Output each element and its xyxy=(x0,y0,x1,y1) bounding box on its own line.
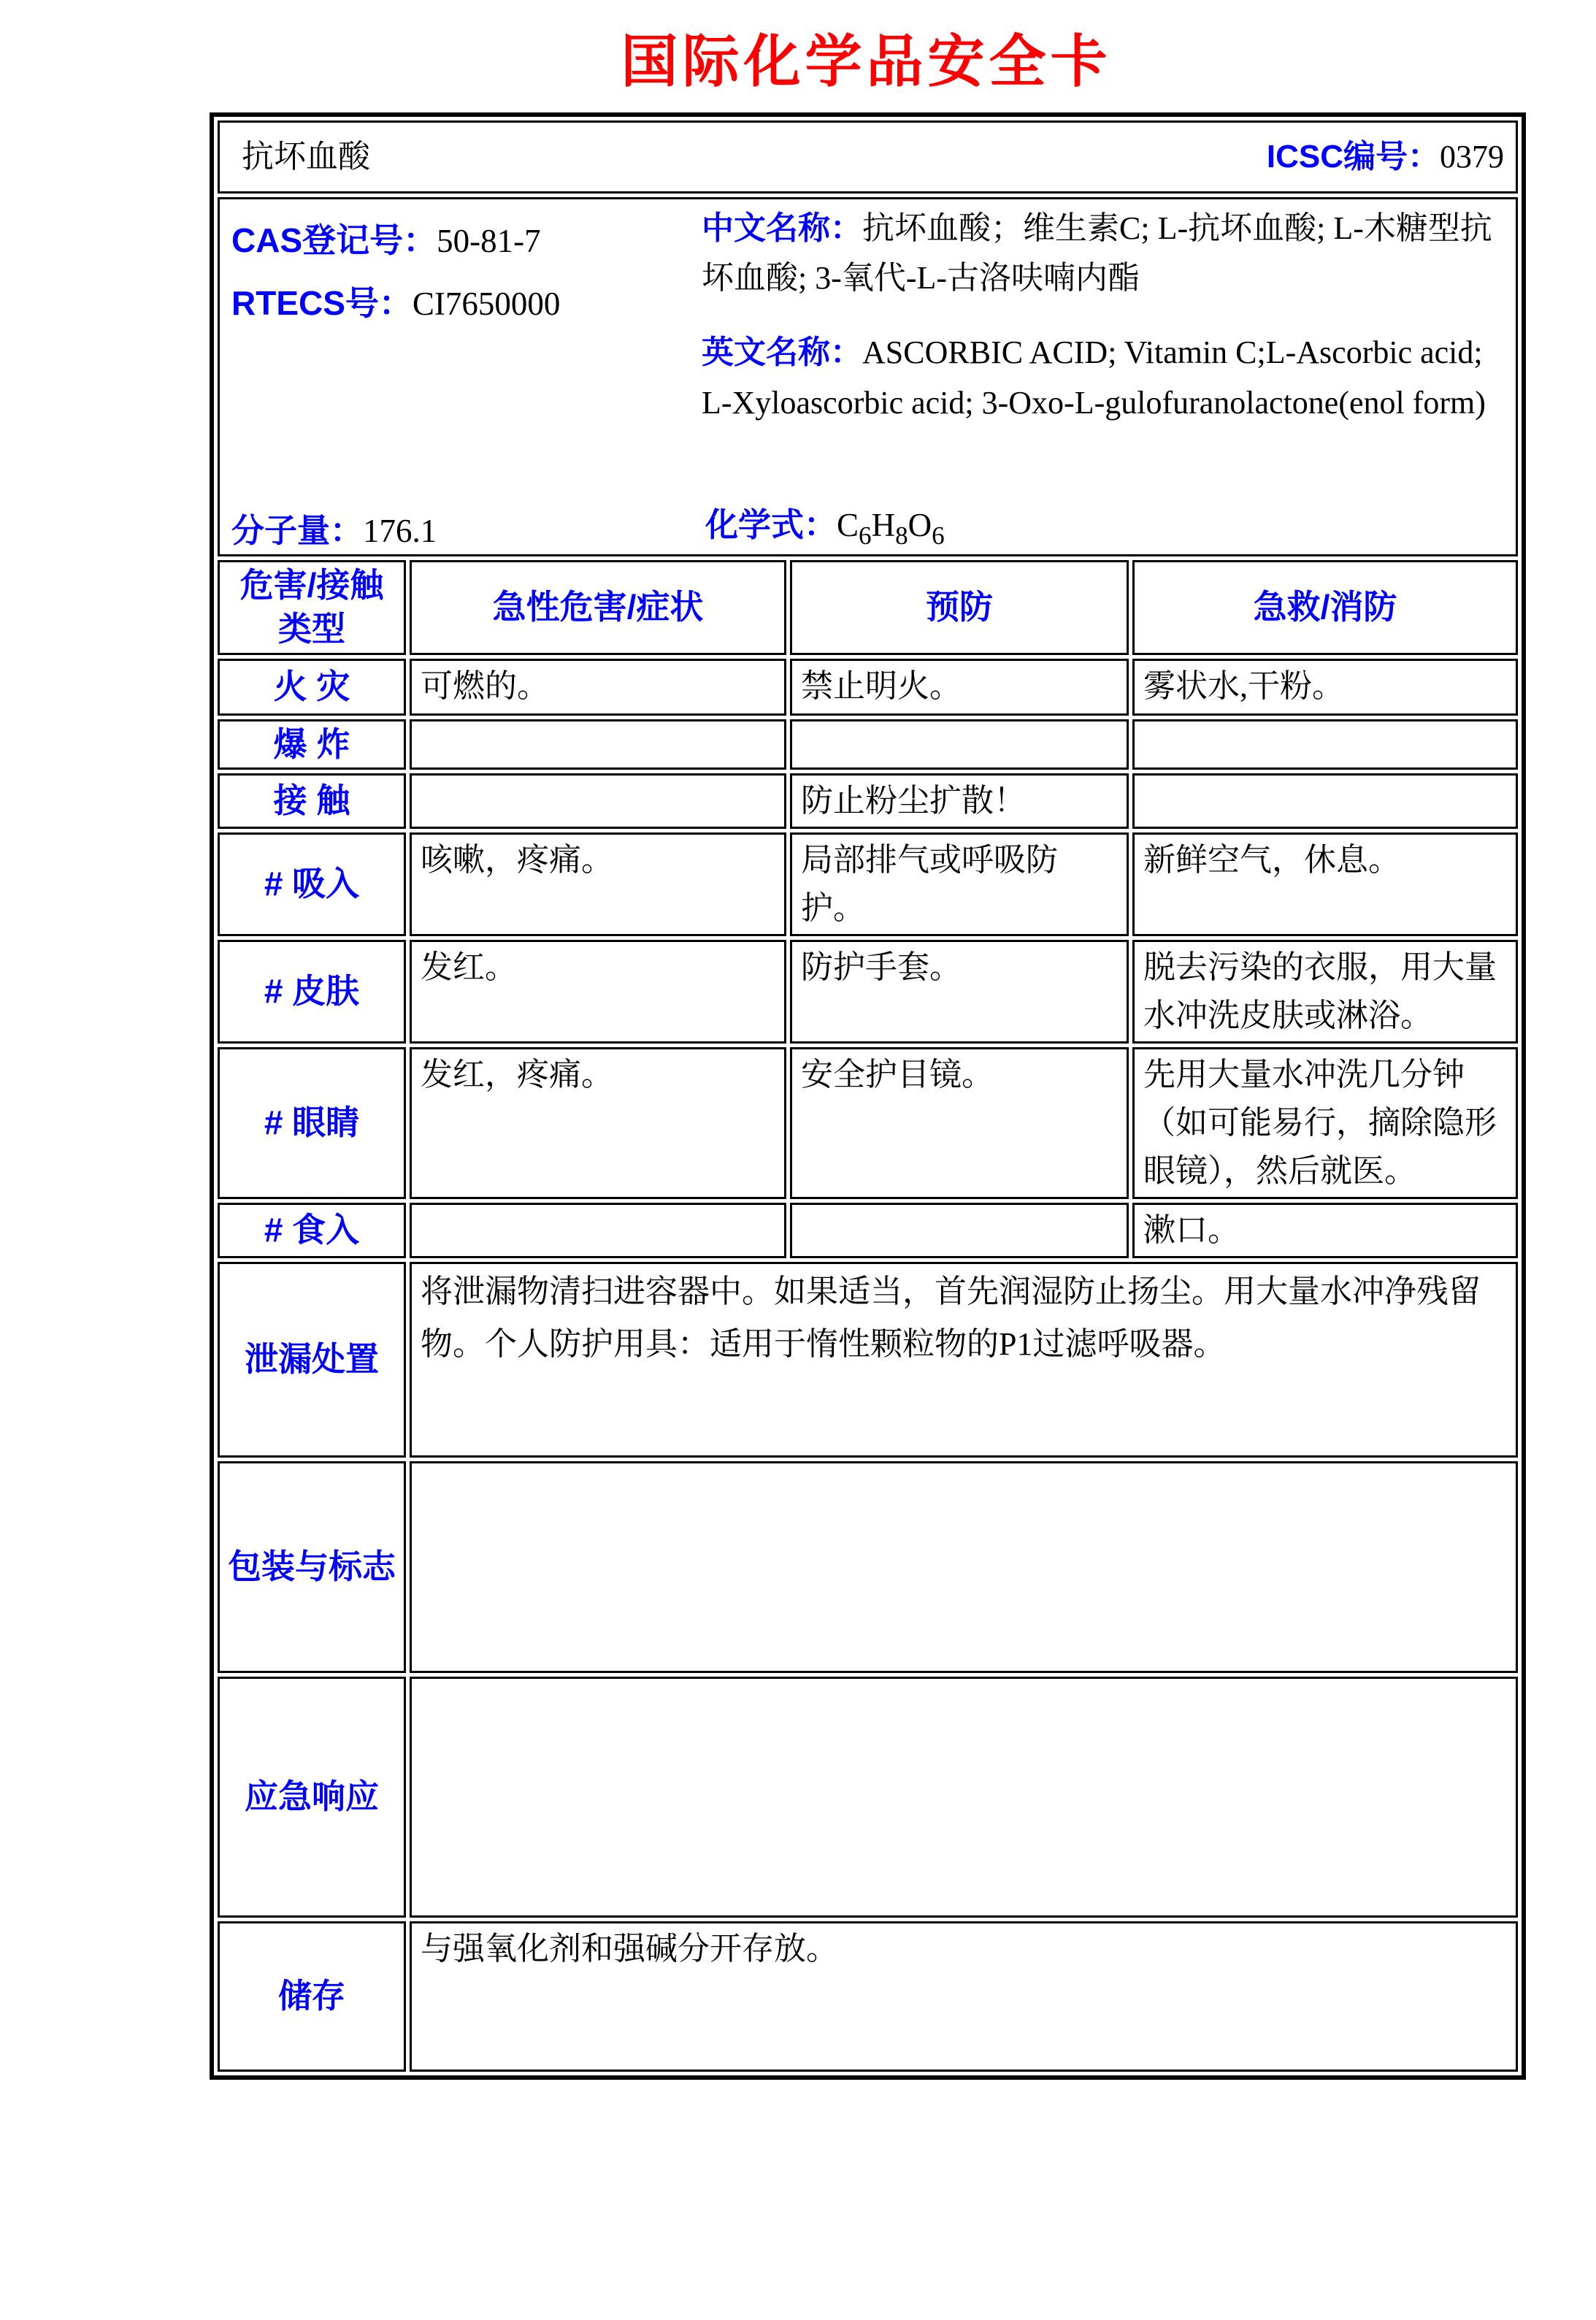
chinese-name-label: 中文名称： xyxy=(702,210,862,246)
chinese-name xyxy=(702,204,1516,303)
firstaid-cell: 新鲜空气，休息。 xyxy=(1132,832,1518,936)
chemical-formula xyxy=(705,500,945,556)
section-label: 应急响应 xyxy=(218,1677,406,1918)
hazard-row-label: # 眼睛 xyxy=(218,1047,406,1199)
rtecs-line xyxy=(231,278,560,329)
safety-card-table xyxy=(210,112,1526,2080)
section-content: 将泄漏物清扫进容器中。如果适当，首先润湿防止扬尘。用大量水冲净残留物。个人防护用具：适用于惰性颗粒物的P1过滤呼吸器。 xyxy=(410,1262,1518,1458)
section-row-storage xyxy=(218,1921,1518,2072)
section-label: 包装与标志 xyxy=(218,1461,406,1673)
section-row-emergency-response xyxy=(218,1677,1518,1918)
hazard-row-label: # 皮肤 xyxy=(218,940,406,1044)
hazard-header-row xyxy=(218,560,1518,655)
prevention-cell xyxy=(790,719,1129,770)
registry-numbers xyxy=(231,215,560,340)
symptoms-cell: 咳嗽，疼痛。 xyxy=(410,832,786,936)
prevention-cell xyxy=(790,1203,1129,1258)
header-cell-hazard-type: 危害/接触 类型 xyxy=(218,560,406,655)
section-content: 与强氧化剂和强碱分开存放。 xyxy=(410,1921,1518,2072)
prevention-cell: 安全护目镜。 xyxy=(790,1047,1129,1199)
hazard-row-explosion xyxy=(218,719,1518,770)
hazard-row-label: 爆 炸 xyxy=(218,719,406,770)
page-title: 国际化学品安全卡 xyxy=(621,28,1112,95)
section-label: 储存 xyxy=(218,1921,406,2072)
icsc-field xyxy=(1267,133,1504,181)
substance-header-row xyxy=(218,120,1518,194)
hazard-row-contact xyxy=(218,773,1518,829)
hazard-row-label: 接 触 xyxy=(218,773,406,829)
cas-line xyxy=(231,215,560,267)
section-row-packaging xyxy=(218,1461,1518,1673)
section-label: 泄漏处置 xyxy=(218,1262,406,1458)
prevention-cell: 局部排气或呼吸防护。 xyxy=(790,832,1129,936)
symptoms-cell xyxy=(410,773,786,829)
cas-label: CAS登记号： xyxy=(231,221,437,259)
molecular-weight-label: 分子量： xyxy=(231,512,364,549)
symptoms-cell: 发红。 xyxy=(410,940,786,1044)
formula-element: H xyxy=(871,507,896,543)
symptoms-cell xyxy=(410,719,786,770)
firstaid-cell: 雾状水,干粉。 xyxy=(1132,659,1518,716)
formula-subscript: 6 xyxy=(932,521,945,551)
hazard-row-inhalation xyxy=(218,832,1518,936)
rtecs-value: CI7650000 xyxy=(412,285,561,322)
formula-element: C xyxy=(837,507,859,543)
english-name-label: 英文名称： xyxy=(702,334,862,371)
hazard-row-label: # 食入 xyxy=(218,1203,406,1258)
cas-value: 50-81-7 xyxy=(437,223,541,259)
chinese-name-value: 抗坏血酸；维生素C; L-抗坏血酸; L-木糖型抗坏血酸; 3-氧代-L-古洛呋喃内酯 xyxy=(702,210,1492,296)
firstaid-cell xyxy=(1132,719,1518,770)
section-content xyxy=(410,1461,1518,1673)
hazard-row-label: 火 灾 xyxy=(218,659,406,716)
section-row-spillage xyxy=(218,1262,1518,1458)
identifiers-cell xyxy=(218,197,1518,556)
header-cell-symptoms: 急性危害/症状 xyxy=(410,560,786,655)
header-cell-firstaid: 急救/消防 xyxy=(1132,560,1518,655)
firstaid-cell xyxy=(1132,773,1518,829)
hazard-row-ingestion xyxy=(218,1203,1518,1258)
icsc-label: ICSC编号： xyxy=(1266,139,1440,175)
symptoms-cell: 发红，疼痛。 xyxy=(410,1047,786,1199)
symptoms-cell: 可燃的。 xyxy=(410,659,786,716)
english-name-value: ASCORBIC ACID; Vitamin C;L-Ascorbic acid; L-Xyloascorbic acid; 3-Oxo-L-gulofuranolactone(enol form) xyxy=(702,334,1486,421)
formula-subscript: 6 xyxy=(859,521,872,551)
section-content xyxy=(410,1677,1518,1918)
firstaid-cell: 脱去污染的衣服，用大量水冲洗皮肤或淋浴。 xyxy=(1132,940,1518,1044)
substance-names xyxy=(702,204,1516,428)
rtecs-label: RTECS号： xyxy=(231,283,413,322)
header-cell-prevention: 预防 xyxy=(790,560,1129,655)
formula-subscript: 8 xyxy=(895,521,908,551)
hazard-row-label: # 吸入 xyxy=(218,832,406,936)
molecular-weight-value: 176.1 xyxy=(363,513,437,549)
prevention-cell: 防止粉尘扩散！ xyxy=(790,773,1129,829)
identifiers-row xyxy=(218,197,1518,556)
firstaid-cell: 漱口。 xyxy=(1132,1203,1518,1258)
hazard-row-skin xyxy=(218,940,1518,1044)
substance-name: 抗坏血酸 xyxy=(242,139,370,175)
english-name xyxy=(702,328,1516,427)
hazard-row-fire xyxy=(218,659,1518,716)
hazard-row-eyes xyxy=(218,1047,1518,1199)
symptoms-cell xyxy=(410,1203,786,1258)
chemical-formula-label: 化学式： xyxy=(705,506,837,543)
substance-header-cell xyxy=(218,120,1518,194)
icsc-number: 0379 xyxy=(1440,139,1504,175)
formula-element: O xyxy=(908,507,932,543)
molecular-weight xyxy=(231,506,437,556)
prevention-cell: 禁止明火。 xyxy=(790,659,1129,716)
firstaid-cell: 先用大量水冲洗几分钟（如可能易行，摘除隐形眼镜），然后就医。 xyxy=(1132,1047,1518,1199)
prevention-cell: 防护手套。 xyxy=(790,940,1129,1044)
